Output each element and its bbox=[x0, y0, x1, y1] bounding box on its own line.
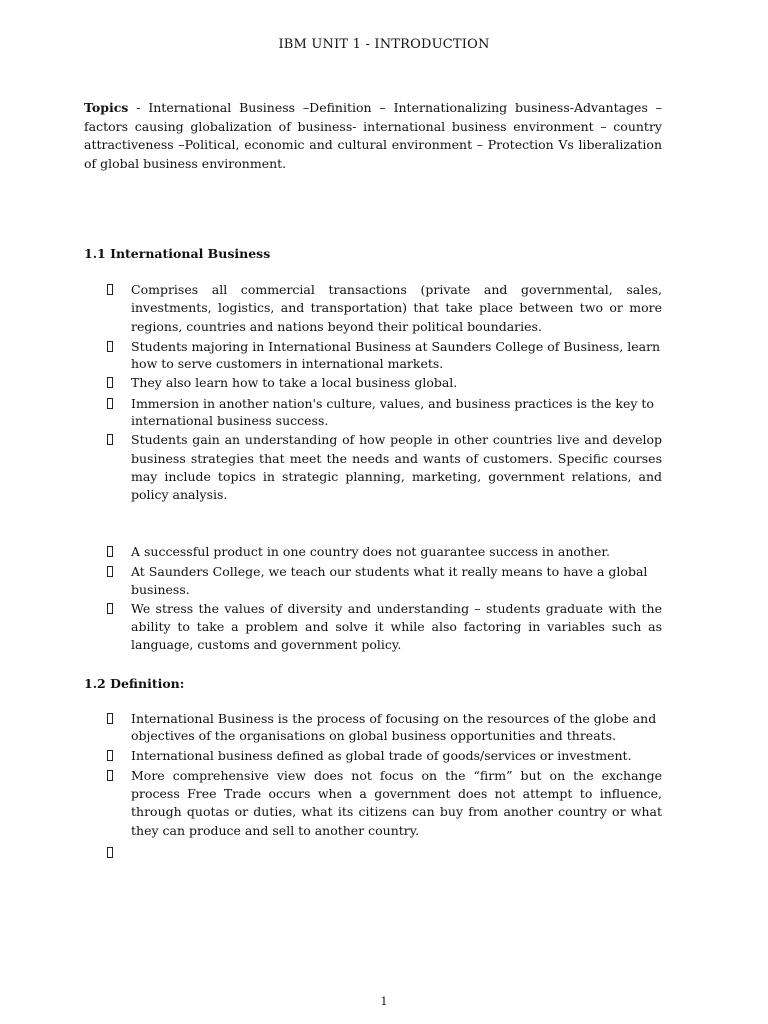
section-1-2-list bbox=[107, 710, 662, 864]
page-title: IBM UNIT 1 - INTRODUCTION bbox=[278, 37, 490, 52]
list-item: Students majoring in International Business at Saunders College of Business, learn how to serve customers in international markets. bbox=[107, 338, 662, 373]
topics-text: - International Business –Definition – Internationalizing business-Advantages – factors causing globalization of business- international business environment – country attractiveness –Political, economic and cultural environment – Protection Vs liberalization of global business environment. bbox=[84, 100, 662, 172]
bullet-icon bbox=[107, 431, 113, 451]
bullet-icon bbox=[107, 844, 113, 864]
bullet-icon bbox=[107, 747, 113, 767]
list-item: Immersion in another nation's culture, values, and business practices is the key to international business success. bbox=[107, 395, 662, 430]
section-1-1-list-b bbox=[107, 543, 662, 657]
section-1-1-list-a bbox=[107, 281, 662, 507]
bullet-icon bbox=[107, 374, 113, 394]
list-item bbox=[107, 844, 662, 862]
bullet-icon bbox=[107, 563, 113, 583]
section-heading-1-1: 1.1 International Business bbox=[84, 246, 271, 261]
page-number: 1 bbox=[380, 995, 388, 1008]
list-item: They also learn how to take a local business global. bbox=[107, 374, 662, 392]
bullet-icon bbox=[107, 338, 113, 358]
list-item: Comprises all commercial transactions (private and governmental, sales, investments, logistics, and transportation) that take place between two or more regions, countries and nations beyond their political boundaries. bbox=[107, 281, 662, 336]
list-item: International business defined as global trade of goods/services or investment. bbox=[107, 747, 662, 765]
list-item: Students gain an understanding of how people in other countries live and develop business strategies that meet the needs and wants of customers. Specific courses may include topics in strategic planning, marketing, government relations, and policy analysis. bbox=[107, 431, 662, 504]
list-item: More comprehensive view does not focus on the “firm” but on the exchange process Free Trade occurs when a government does not attempt to influence, through quotas or duties, what its citizens can buy from another country or what they can produce and sell to another country. bbox=[107, 767, 662, 840]
bullet-icon bbox=[107, 767, 113, 787]
topics-label: Topics bbox=[84, 100, 129, 115]
bullet-icon bbox=[107, 543, 113, 563]
bullet-icon bbox=[107, 395, 113, 415]
section-heading-1-2: 1.2 Definition: bbox=[84, 676, 185, 691]
topics-paragraph bbox=[84, 99, 662, 174]
bullet-icon bbox=[107, 600, 113, 620]
bullet-icon bbox=[107, 710, 113, 730]
list-item: A successful product in one country does not guarantee success in another. bbox=[107, 543, 662, 561]
list-item: At Saunders College, we teach our students what it really means to have a global business. bbox=[107, 563, 662, 598]
bullet-icon bbox=[107, 281, 113, 301]
list-item: International Business is the process of focusing on the resources of the globe and objectives of the organisations on global business opportunities and threats. bbox=[107, 710, 662, 745]
list-item: We stress the values of diversity and understanding – students graduate with the ability to take a problem and solve it while also factoring in variables such as language, customs and government policy. bbox=[107, 600, 662, 655]
